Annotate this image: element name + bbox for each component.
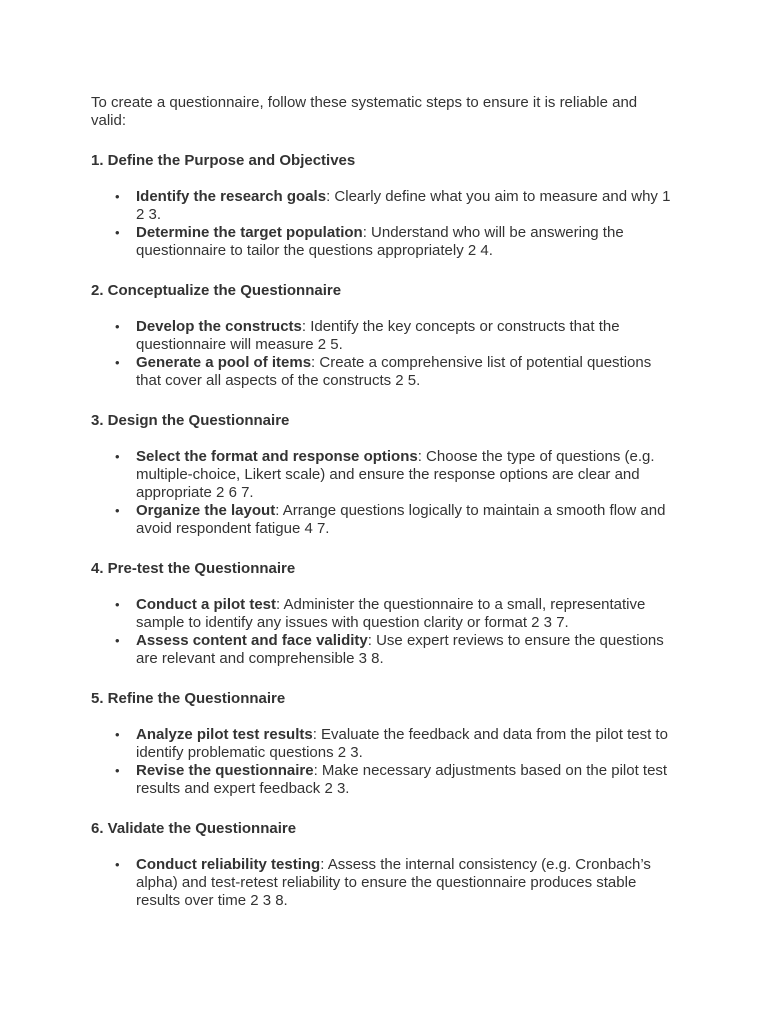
- list-item: [91, 856, 676, 910]
- item-text: : Administer the questionnaire to a small, representative sample to identify any issues with question clarity or format 2 3 7.: [136, 596, 646, 631]
- section-5: [91, 690, 676, 798]
- bullet-icon: •: [115, 503, 120, 518]
- item-term: Select the format and response options: [136, 448, 418, 465]
- item-term: Develop the constructs: [136, 318, 302, 335]
- item-text: : Evaluate the feedback and data from the pilot test to identify problematic questions 2 3.: [136, 726, 668, 761]
- bullet-list: [91, 856, 676, 910]
- bullet-icon: •: [115, 857, 120, 872]
- item-term: Determine the target population: [136, 224, 363, 241]
- item-term: Organize the layout: [136, 502, 276, 519]
- document-body: [91, 94, 676, 932]
- bullet-list: [91, 596, 676, 668]
- item-term: Assess content and face validity: [136, 632, 368, 649]
- bullet-icon: •: [115, 633, 120, 648]
- bullet-icon: •: [115, 225, 120, 240]
- item-text: : Clearly define what you aim to measure and why 1 2 3.: [136, 188, 671, 223]
- list-item: [91, 762, 676, 798]
- item-term: Conduct a pilot test: [136, 596, 276, 613]
- item-text: : Use expert reviews to ensure the questions are relevant and comprehensible 3 8.: [136, 632, 664, 667]
- bullet-list: [91, 318, 676, 390]
- bullet-icon: •: [115, 355, 120, 370]
- list-item: [91, 502, 676, 538]
- item-text: : Make necessary adjustments based on the pilot test results and expert feedback 2 3.: [136, 762, 668, 797]
- list-item: [91, 318, 676, 354]
- list-item: [91, 224, 676, 260]
- item-text: : Understand who will be answering the questionnaire to tailor the questions appropriately 2 4.: [136, 224, 624, 259]
- item-text: : Arrange questions logically to maintain a smooth flow and avoid respondent fatigue 4 7.: [136, 502, 666, 537]
- bullet-list: [91, 188, 676, 260]
- section-title: 2. Conceptualize the Questionnaire: [91, 282, 342, 299]
- item-term: Identify the research goals: [136, 188, 327, 205]
- list-item: [91, 188, 676, 224]
- item-term: Revise the questionnaire: [136, 762, 314, 779]
- item-text: : Assess the internal consistency (e.g. Cronbach’s alpha) and test-retest reliability to ensure the questionnaire produces stable results over time 2 3 8.: [136, 856, 651, 909]
- section-title: 4. Pre-test the Questionnaire: [91, 560, 296, 577]
- list-item: [91, 726, 676, 762]
- bullet-icon: •: [115, 597, 120, 612]
- section-4: [91, 560, 676, 668]
- bullet-icon: •: [115, 449, 120, 464]
- item-text: : Create a comprehensive list of potential questions that cover all aspects of the constructs 2 5.: [136, 354, 652, 389]
- section-title: 1. Define the Purpose and Objectives: [91, 152, 356, 169]
- item-text: : Identify the key concepts or constructs that the questionnaire will measure 2 5.: [136, 318, 620, 353]
- section-title: 5. Refine the Questionnaire: [91, 690, 286, 707]
- item-text: : Choose the type of questions (e.g. multiple-choice, Likert scale) and ensure the response options are clear and appropriate 2 6 7.: [136, 448, 655, 501]
- section-title: 6. Validate the Questionnaire: [91, 820, 297, 837]
- bullet-icon: •: [115, 319, 120, 334]
- list-item: [91, 448, 676, 502]
- item-term: Conduct reliability testing: [136, 856, 321, 873]
- section-6: [91, 820, 676, 910]
- bullet-icon: •: [115, 189, 120, 204]
- intro-paragraph: To create a questionnaire, follow these systematic steps to ensure it is reliable and valid:: [91, 94, 638, 129]
- section-2: [91, 282, 676, 390]
- list-item: [91, 632, 676, 668]
- item-term: Generate a pool of items: [136, 354, 312, 371]
- bullet-list: [91, 448, 676, 538]
- bullet-list: [91, 726, 676, 798]
- section-title: 3. Design the Questionnaire: [91, 412, 290, 429]
- list-item: [91, 596, 676, 632]
- section-3: [91, 412, 676, 538]
- list-item: [91, 354, 676, 390]
- bullet-icon: •: [115, 763, 120, 778]
- item-term: Analyze pilot test results: [136, 726, 313, 743]
- section-1: [91, 152, 676, 260]
- bullet-icon: •: [115, 727, 120, 742]
